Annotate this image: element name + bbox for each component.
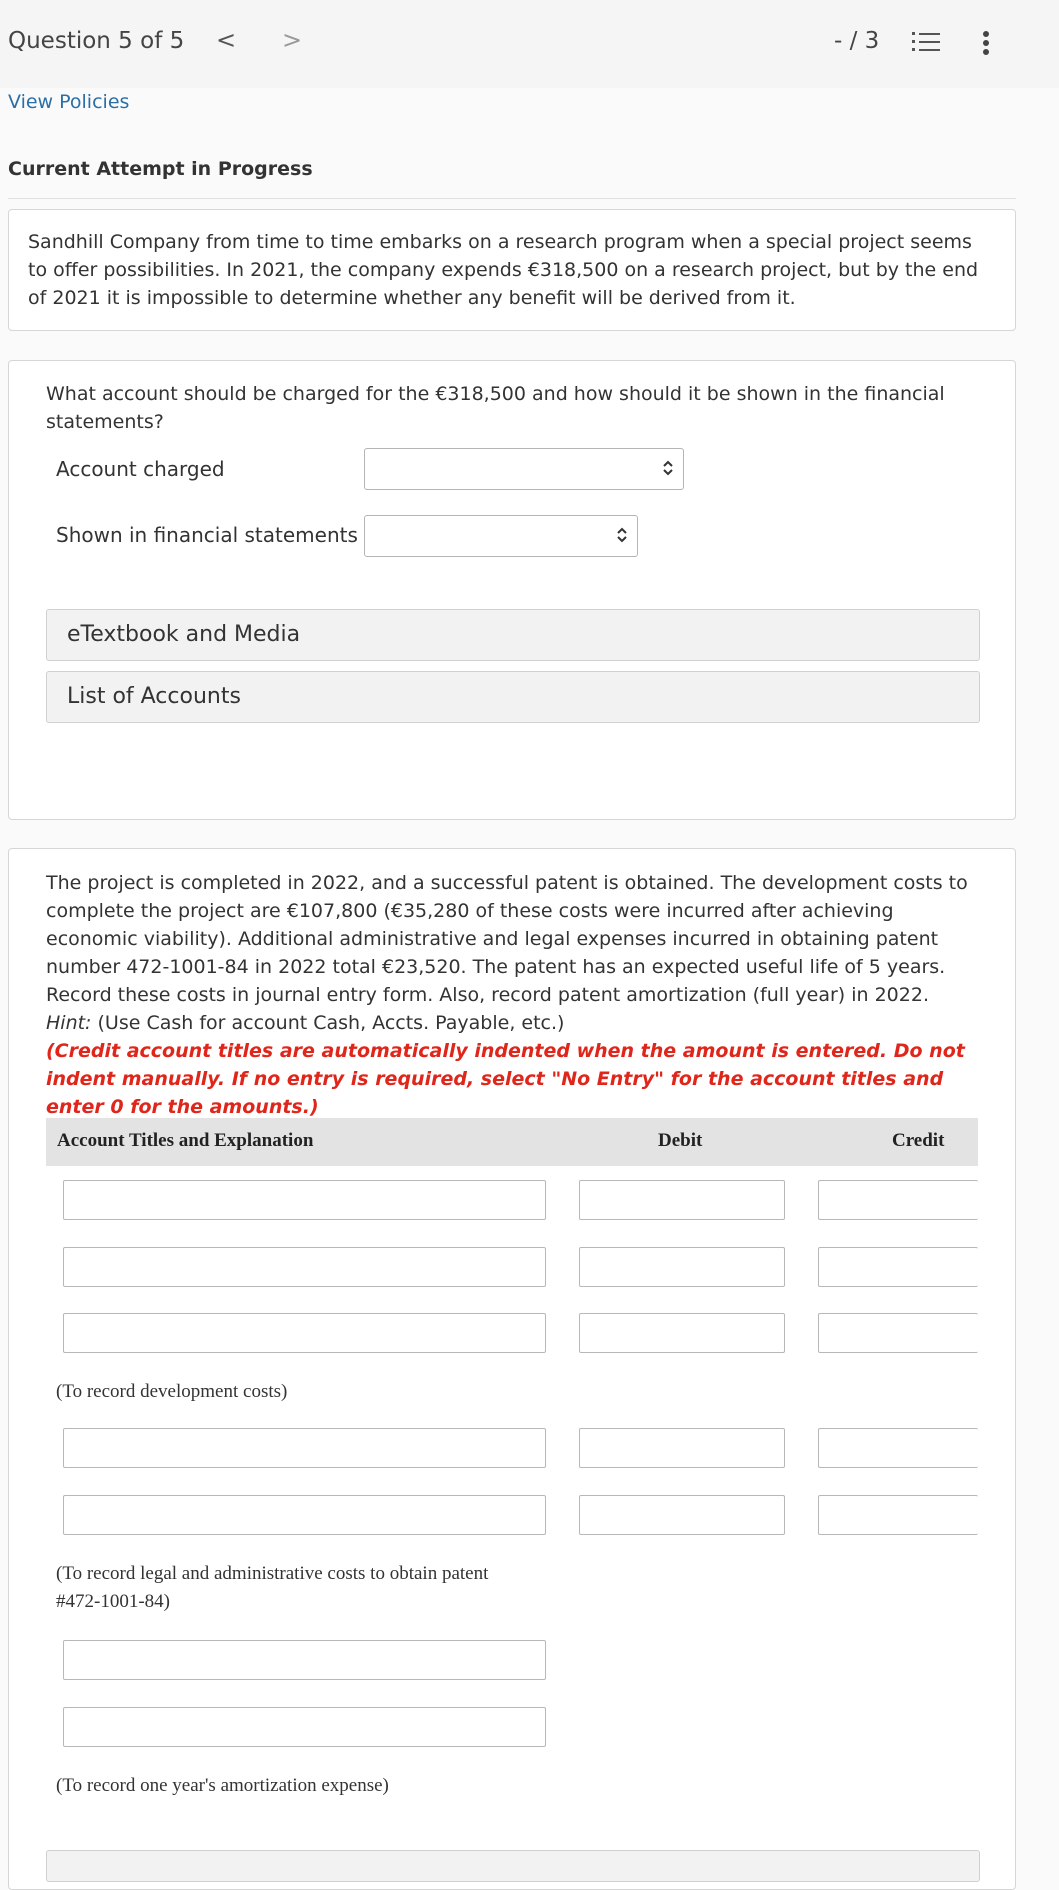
etextbook-media-button[interactable]: [46, 609, 980, 661]
debit-amount-input[interactable]: [579, 1247, 785, 1287]
attempt-heading: Current Attempt in Progress: [8, 158, 313, 180]
etextbook-media-label: eTextbook and Media: [67, 622, 301, 647]
shown-in-statements-label: Shown in financial statements: [56, 523, 358, 547]
account-title-input[interactable]: [63, 1247, 546, 1287]
hint-label: Hint:: [46, 1012, 92, 1034]
amortization-note: (To record one year's amortization expense): [56, 1775, 389, 1796]
select-updown-icon: [615, 524, 629, 546]
account-title-input[interactable]: [63, 1707, 546, 1747]
debit-amount-input[interactable]: [579, 1428, 785, 1468]
more-options-icon[interactable]: [978, 30, 994, 56]
account-charged-select[interactable]: [364, 448, 684, 490]
journal-table-header: [46, 1118, 978, 1166]
account-charged-label: Account charged: [56, 457, 225, 481]
account-title-input[interactable]: [63, 1180, 546, 1220]
part2-question: [46, 869, 976, 1121]
hint-text: (Use Cash for account Cash, Accts. Payable, etc.): [91, 1012, 565, 1034]
account-title-input[interactable]: [63, 1428, 546, 1468]
part2-question-text: The project is completed in 2022, and a successful patent is obtained. The development costs to complete the project are €107,800 (€35,280 of these costs were incurred after achieving economic viability). Additional administrative and legal expenses incurred in obtaining patent number 472-1001-84 in 2022 total €23,520. The patent has an expected useful life of 5 years. Record these costs in journal entry form. Also, record patent amortization (full year) in 2022.: [46, 872, 968, 1006]
legal-costs-note: (To record legal and administrative costs to obtain patent #472-1001-84): [56, 1563, 489, 1612]
select-updown-icon: [661, 457, 675, 479]
shown-in-statements-select[interactable]: [364, 515, 638, 557]
next-question-button[interactable]: >: [282, 26, 303, 54]
score-display: - / 3: [834, 28, 880, 54]
account-title-input[interactable]: [63, 1495, 546, 1535]
development-costs-note: (To record development costs): [56, 1381, 288, 1402]
previous-question-button[interactable]: <: [216, 26, 237, 54]
account-title-input[interactable]: [63, 1640, 546, 1680]
credit-amount-input[interactable]: [818, 1247, 978, 1287]
question-list-icon[interactable]: [912, 30, 940, 54]
credit-amount-input[interactable]: [818, 1495, 978, 1535]
credit-amount-input[interactable]: [818, 1313, 978, 1353]
debit-amount-input[interactable]: [579, 1313, 785, 1353]
next-section-button[interactable]: [46, 1850, 980, 1882]
question-counter: Question 5 of 5: [8, 28, 185, 54]
list-of-accounts-button[interactable]: [46, 671, 980, 723]
list-of-accounts-label: List of Accounts: [67, 684, 241, 709]
account-title-input[interactable]: [63, 1313, 546, 1353]
entry-instructions: (Credit account titles are automatically indented when the amount is entered. Do not indent manually. If no entry is required, select "No Entry" for the account titles and enter 0 for the amounts.): [46, 1040, 965, 1118]
attempt-panel: [8, 88, 1016, 199]
debit-amount-input[interactable]: [579, 1495, 785, 1535]
debit-column-header: Debit: [658, 1130, 703, 1151]
problem-intro-text: Sandhill Company from time to time embarks on a research program when a special project seems to offer possibilities. In 2021, the company expends €318,500 on a research project, but by the end of 2021 it is impossible to determine whether any benefit will be derived from it.: [28, 231, 979, 309]
part1-question: What account should be charged for the €318,500 and how should it be shown in the financial statements?: [46, 383, 945, 433]
credit-amount-input[interactable]: [818, 1428, 978, 1468]
debit-amount-input[interactable]: [579, 1180, 785, 1220]
account-titles-column-header: Account Titles and Explanation: [57, 1130, 314, 1151]
credit-amount-input[interactable]: [818, 1180, 978, 1220]
credit-column-header: Credit: [892, 1130, 945, 1151]
view-policies-link[interactable]: View Policies: [8, 91, 130, 113]
